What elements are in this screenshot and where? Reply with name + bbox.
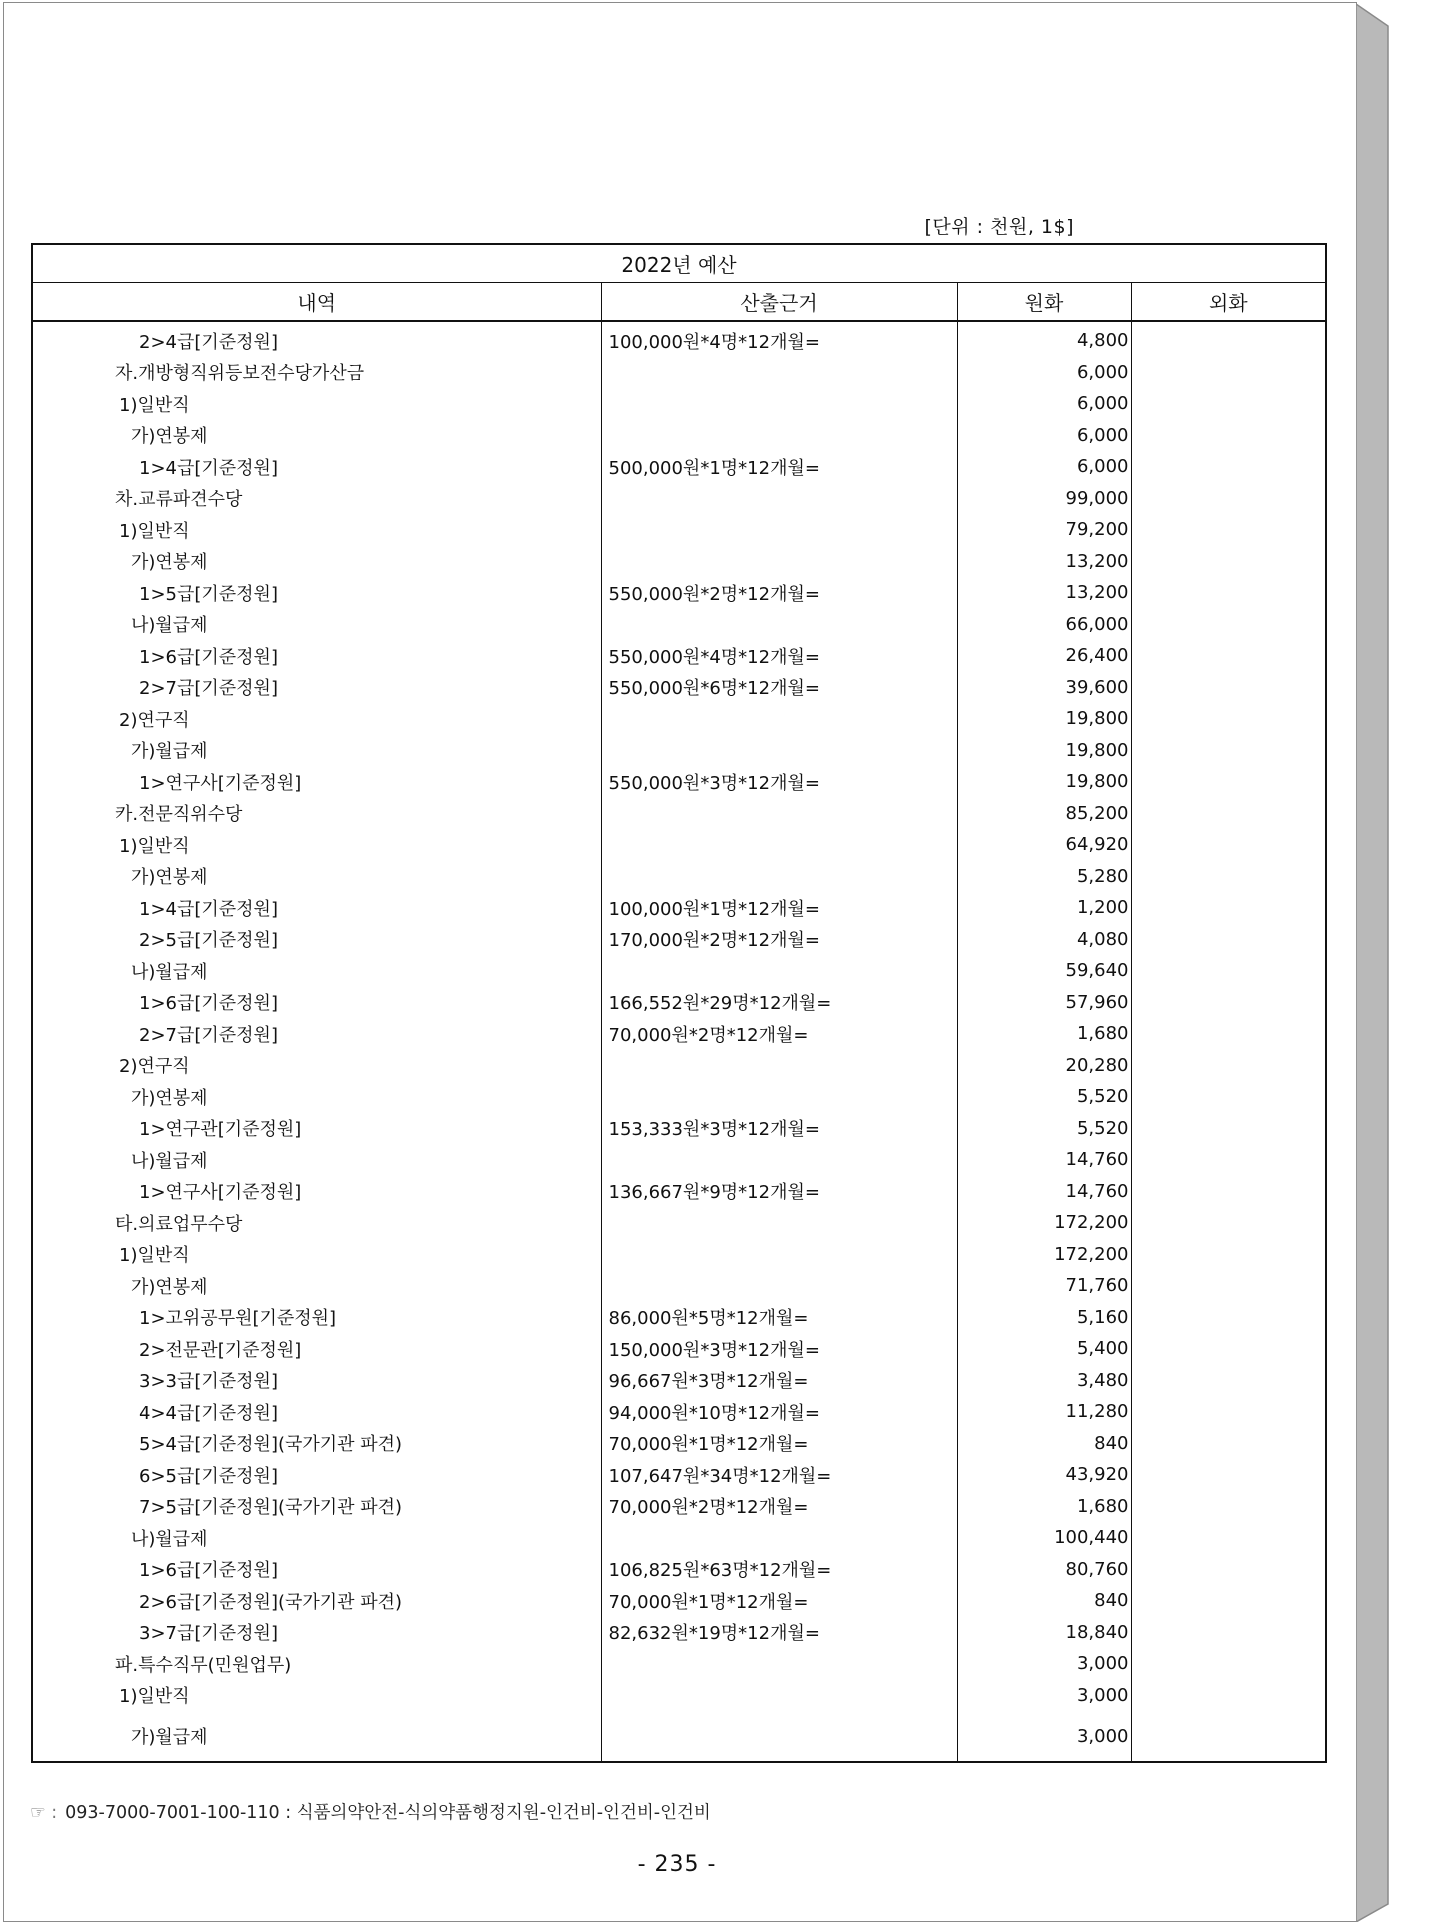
unit-label: [단위 : 천원, 1$]	[924, 216, 1074, 238]
cell-item: 1>연구관[기준정원]	[32, 1113, 601, 1145]
page-edge-shadow	[1356, 4, 1396, 1922]
cell-fx	[1131, 955, 1326, 987]
cell-fx	[1131, 987, 1326, 1019]
cell-krw: 5,280	[957, 861, 1131, 893]
table-row	[32, 388, 1326, 420]
cell-fx	[1131, 1680, 1326, 1712]
cell-basis: 70,000원*2명*12개월=	[601, 1018, 957, 1050]
cell-item: 2)연구직	[32, 1050, 601, 1082]
cell-krw: 19,800	[957, 703, 1131, 735]
cell-krw: 6,000	[957, 451, 1131, 483]
cell-basis: 96,667원*3명*12개월=	[601, 1365, 957, 1397]
table-row	[32, 1428, 1326, 1460]
cell-basis	[601, 1081, 957, 1113]
cell-item: 나)월급제	[32, 1522, 601, 1554]
table-row	[32, 1459, 1326, 1491]
cell-fx	[1131, 1144, 1326, 1176]
table-row	[32, 829, 1326, 861]
cell-fx	[1131, 1050, 1326, 1082]
cell-item: 1>6급[기준정원]	[32, 987, 601, 1019]
cell-item: 자.개방형직위등보전수당가산금	[32, 357, 601, 389]
cell-krw: 14,760	[957, 1176, 1131, 1208]
cell-fx	[1131, 1302, 1326, 1334]
cell-fx	[1131, 640, 1326, 672]
cell-basis: 550,000원*3명*12개월=	[601, 766, 957, 798]
cell-krw: 14,760	[957, 1144, 1131, 1176]
cell-basis: 86,000원*5명*12개월=	[601, 1302, 957, 1334]
cell-krw: 1,680	[957, 1018, 1131, 1050]
cell-item: 3>3급[기준정원]	[32, 1365, 601, 1397]
cell-item: 3>7급[기준정원]	[32, 1617, 601, 1649]
cell-fx	[1131, 1207, 1326, 1239]
cell-krw: 66,000	[957, 609, 1131, 641]
cell-fx	[1131, 1459, 1326, 1491]
cell-item: 2>6급[기준정원](국가기관 파견)	[32, 1585, 601, 1617]
cell-item: 차.교류파견수당	[32, 483, 601, 515]
cell-basis	[601, 357, 957, 389]
table-row	[32, 483, 1326, 515]
cell-fx	[1131, 483, 1326, 515]
cell-krw: 4,080	[957, 924, 1131, 956]
cell-fx	[1131, 735, 1326, 767]
cell-fx	[1131, 1365, 1326, 1397]
cell-fx	[1131, 357, 1326, 389]
cell-fx	[1131, 1081, 1326, 1113]
cell-fx	[1131, 1270, 1326, 1302]
cell-item: 1>연구사[기준정원]	[32, 766, 601, 798]
cell-krw: 18,840	[957, 1617, 1131, 1649]
budget-table	[31, 243, 1327, 1763]
cell-basis: 153,333원*3명*12개월=	[601, 1113, 957, 1145]
table-row	[32, 1207, 1326, 1239]
header-basis: 산출근거	[601, 283, 957, 322]
cell-fx	[1131, 892, 1326, 924]
cell-item: 1)일반직	[32, 514, 601, 546]
table-row	[32, 1711, 1326, 1762]
cell-krw: 39,600	[957, 672, 1131, 704]
cell-fx	[1131, 1333, 1326, 1365]
cell-basis	[601, 546, 957, 578]
cell-fx	[1131, 420, 1326, 452]
cell-krw: 19,800	[957, 735, 1131, 767]
table-row	[32, 514, 1326, 546]
cell-basis	[601, 1648, 957, 1680]
cell-krw: 172,200	[957, 1207, 1131, 1239]
cell-item: 가)연봉제	[32, 420, 601, 452]
footnote-text: 093-7000-7001-100-110 : 식품의약안전-식의약품행정지원-인건비-인건비-인건비	[65, 1803, 711, 1823]
cell-item: 2)연구직	[32, 703, 601, 735]
cell-krw: 99,000	[957, 483, 1131, 515]
cell-krw: 19,800	[957, 766, 1131, 798]
table-row	[32, 1491, 1326, 1523]
cell-item: 가)연봉제	[32, 1081, 601, 1113]
cell-basis	[601, 955, 957, 987]
table-row	[32, 1081, 1326, 1113]
cell-basis	[601, 483, 957, 515]
cell-basis: 100,000원*4명*12개월=	[601, 321, 957, 357]
cell-krw: 71,760	[957, 1270, 1131, 1302]
cell-item: 1)일반직	[32, 829, 601, 861]
cell-krw: 6,000	[957, 388, 1131, 420]
cell-krw: 26,400	[957, 640, 1131, 672]
cell-fx	[1131, 1176, 1326, 1208]
cell-basis: 550,000원*4명*12개월=	[601, 640, 957, 672]
table-row	[32, 766, 1326, 798]
cell-item: 1)일반직	[32, 1239, 601, 1271]
table-row	[32, 1585, 1326, 1617]
cell-basis	[601, 1711, 957, 1762]
cell-item: 1>6급[기준정원]	[32, 640, 601, 672]
cell-basis	[601, 1680, 957, 1712]
table-row	[32, 1302, 1326, 1334]
table-row	[32, 1365, 1326, 1397]
cell-item: 타.의료업무수당	[32, 1207, 601, 1239]
cell-basis	[601, 388, 957, 420]
table-row	[32, 1648, 1326, 1680]
cell-fx	[1131, 924, 1326, 956]
cell-basis: 500,000원*1명*12개월=	[601, 451, 957, 483]
table-row	[32, 546, 1326, 578]
cell-item: 5>4급[기준정원](국가기관 파견)	[32, 1428, 601, 1460]
table-row	[32, 987, 1326, 1019]
table-row	[32, 924, 1326, 956]
table-row	[32, 1018, 1326, 1050]
header-item: 내역	[32, 283, 601, 322]
cell-krw: 3,000	[957, 1711, 1131, 1762]
cell-item: 1>4급[기준정원]	[32, 451, 601, 483]
cell-item: 가)연봉제	[32, 546, 601, 578]
table-row	[32, 1554, 1326, 1586]
cell-krw: 5,520	[957, 1113, 1131, 1145]
pointing-hand-icon: ☞ :	[30, 1803, 58, 1823]
cell-fx	[1131, 861, 1326, 893]
cell-fx	[1131, 609, 1326, 641]
cell-basis: 106,825원*63명*12개월=	[601, 1554, 957, 1586]
table-row	[32, 703, 1326, 735]
cell-krw: 13,200	[957, 546, 1131, 578]
table-row	[32, 1617, 1326, 1649]
cell-item: 4>4급[기준정원]	[32, 1396, 601, 1428]
table-row	[32, 1333, 1326, 1365]
cell-krw: 80,760	[957, 1554, 1131, 1586]
table-row	[32, 861, 1326, 893]
cell-item: 가)연봉제	[32, 1270, 601, 1302]
cell-basis	[601, 420, 957, 452]
cell-basis: 107,647원*34명*12개월=	[601, 1459, 957, 1491]
cell-krw: 4,800	[957, 321, 1131, 357]
cell-item: 1>5급[기준정원]	[32, 577, 601, 609]
cell-fx	[1131, 672, 1326, 704]
cell-krw: 20,280	[957, 1050, 1131, 1082]
cell-basis	[601, 798, 957, 830]
cell-basis	[601, 514, 957, 546]
cell-basis: 70,000원*2명*12개월=	[601, 1491, 957, 1523]
cell-basis: 166,552원*29명*12개월=	[601, 987, 957, 1019]
table-row	[32, 735, 1326, 767]
cell-krw: 3,000	[957, 1648, 1131, 1680]
cell-krw: 172,200	[957, 1239, 1131, 1271]
cell-krw: 5,520	[957, 1081, 1131, 1113]
cell-item: 1>고위공무원[기준정원]	[32, 1302, 601, 1334]
table-row	[32, 420, 1326, 452]
cell-item: 가)연봉제	[32, 861, 601, 893]
cell-item: 1>연구사[기준정원]	[32, 1176, 601, 1208]
cell-krw: 6,000	[957, 420, 1131, 452]
cell-fx	[1131, 1617, 1326, 1649]
cell-krw: 840	[957, 1585, 1131, 1617]
cell-basis	[601, 735, 957, 767]
cell-basis	[601, 609, 957, 641]
cell-basis: 70,000원*1명*12개월=	[601, 1428, 957, 1460]
cell-basis	[601, 703, 957, 735]
cell-item: 2>4급[기준정원]	[32, 321, 601, 357]
cell-fx	[1131, 321, 1326, 357]
account-code-footnote	[30, 1799, 711, 1824]
table-row	[32, 798, 1326, 830]
table-row	[32, 672, 1326, 704]
cell-krw: 1,680	[957, 1491, 1131, 1523]
cell-basis: 170,000원*2명*12개월=	[601, 924, 957, 956]
cell-item: 6>5급[기준정원]	[32, 1459, 601, 1491]
cell-krw: 57,960	[957, 987, 1131, 1019]
table-row	[32, 577, 1326, 609]
table-row	[32, 1050, 1326, 1082]
cell-item: 카.전문직위수당	[32, 798, 601, 830]
cell-item: 2>7급[기준정원]	[32, 672, 601, 704]
cell-krw: 3,000	[957, 1680, 1131, 1712]
cell-basis: 82,632원*19명*12개월=	[601, 1617, 957, 1649]
cell-fx	[1131, 1522, 1326, 1554]
cell-krw: 59,640	[957, 955, 1131, 987]
cell-krw: 1,200	[957, 892, 1131, 924]
cell-item: 나)월급제	[32, 609, 601, 641]
table-row	[32, 640, 1326, 672]
cell-item: 2>7급[기준정원]	[32, 1018, 601, 1050]
cell-basis	[601, 1522, 957, 1554]
cell-fx	[1131, 577, 1326, 609]
cell-fx	[1131, 1239, 1326, 1271]
cell-fx	[1131, 1648, 1326, 1680]
cell-basis	[601, 829, 957, 861]
cell-item: 파.특수직무(민원업무)	[32, 1648, 601, 1680]
cell-item: 1)일반직	[32, 388, 601, 420]
table-row	[32, 1680, 1326, 1712]
cell-fx	[1131, 1554, 1326, 1586]
cell-krw: 6,000	[957, 357, 1131, 389]
cell-item: 7>5급[기준정원](국가기관 파견)	[32, 1491, 601, 1523]
cell-item: 가)월급제	[32, 735, 601, 767]
cell-item: 나)월급제	[32, 955, 601, 987]
cell-item: 나)월급제	[32, 1144, 601, 1176]
table-row	[32, 1522, 1326, 1554]
page-number: - 235 -	[637, 1852, 717, 1877]
cell-item: 1>6급[기준정원]	[32, 1554, 601, 1586]
cell-basis	[601, 1239, 957, 1271]
header-krw: 원화	[957, 283, 1131, 322]
cell-fx	[1131, 514, 1326, 546]
table-row	[32, 1176, 1326, 1208]
header-fx: 외화	[1131, 283, 1326, 322]
cell-basis: 550,000원*2명*12개월=	[601, 577, 957, 609]
cell-krw: 64,920	[957, 829, 1131, 861]
table-row	[32, 1239, 1326, 1271]
cell-item: 가)월급제	[32, 1711, 601, 1762]
table-row	[32, 1144, 1326, 1176]
cell-basis	[601, 861, 957, 893]
cell-fx	[1131, 798, 1326, 830]
cell-krw: 840	[957, 1428, 1131, 1460]
table-row	[32, 609, 1326, 641]
cell-fx	[1131, 1113, 1326, 1145]
cell-item: 1)일반직	[32, 1680, 601, 1712]
cell-item: 2>5급[기준정원]	[32, 924, 601, 956]
cell-fx	[1131, 829, 1326, 861]
cell-fx	[1131, 451, 1326, 483]
cell-basis	[601, 1144, 957, 1176]
table-row	[32, 321, 1326, 357]
cell-krw: 5,160	[957, 1302, 1131, 1334]
table-row	[32, 451, 1326, 483]
cell-fx	[1131, 1491, 1326, 1523]
cell-basis: 100,000원*1명*12개월=	[601, 892, 957, 924]
cell-fx	[1131, 1711, 1326, 1762]
cell-fx	[1131, 1018, 1326, 1050]
cell-basis	[601, 1050, 957, 1082]
cell-krw: 5,400	[957, 1333, 1131, 1365]
cell-basis: 94,000원*10명*12개월=	[601, 1396, 957, 1428]
cell-krw: 3,480	[957, 1365, 1131, 1397]
cell-basis: 70,000원*1명*12개월=	[601, 1585, 957, 1617]
cell-fx	[1131, 546, 1326, 578]
table-row	[32, 955, 1326, 987]
cell-fx	[1131, 1428, 1326, 1460]
table-row	[32, 1270, 1326, 1302]
cell-krw: 13,200	[957, 577, 1131, 609]
cell-item: 1>4급[기준정원]	[32, 892, 601, 924]
cell-basis: 550,000원*6명*12개월=	[601, 672, 957, 704]
cell-basis: 136,667원*9명*12개월=	[601, 1176, 957, 1208]
table-row	[32, 357, 1326, 389]
cell-krw: 79,200	[957, 514, 1131, 546]
cell-krw: 11,280	[957, 1396, 1131, 1428]
cell-basis	[601, 1207, 957, 1239]
table-row	[32, 1396, 1326, 1428]
cell-fx	[1131, 703, 1326, 735]
cell-fx	[1131, 1396, 1326, 1428]
cell-basis: 150,000원*3명*12개월=	[601, 1333, 957, 1365]
cell-item: 2>전문관[기준정원]	[32, 1333, 601, 1365]
cell-fx	[1131, 1585, 1326, 1617]
table-row	[32, 1113, 1326, 1145]
cell-basis	[601, 1270, 957, 1302]
cell-krw: 100,440	[957, 1522, 1131, 1554]
table-row	[32, 892, 1326, 924]
cell-krw: 43,920	[957, 1459, 1131, 1491]
cell-krw: 85,200	[957, 798, 1131, 830]
cell-fx	[1131, 766, 1326, 798]
table-title: 2022년 예산	[32, 244, 1326, 283]
cell-fx	[1131, 388, 1326, 420]
